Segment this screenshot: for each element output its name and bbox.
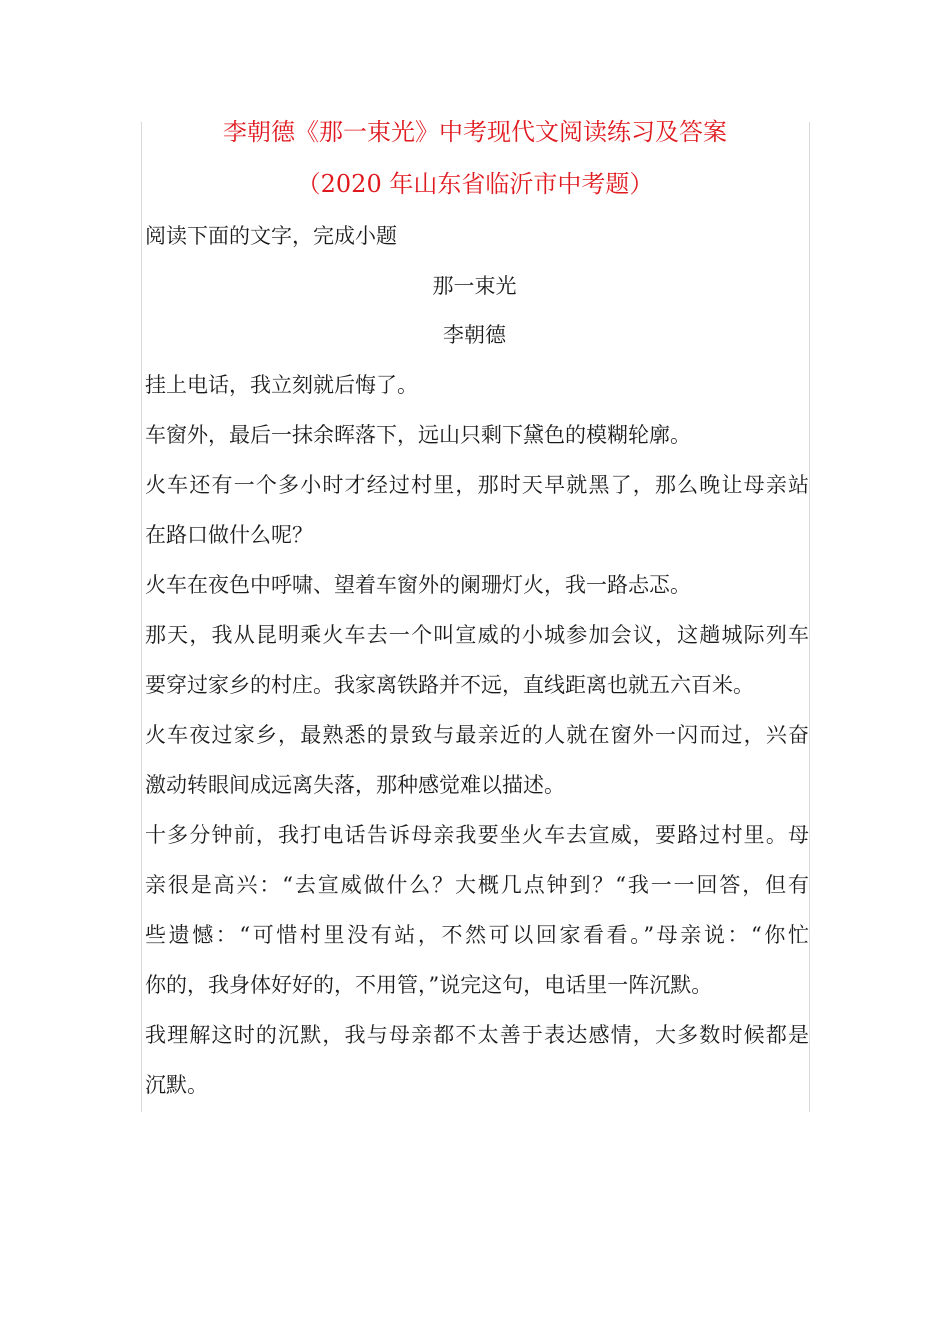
paragraph-line: 那天，我从昆明乘火车去一个叫宣威的小城参加会议，这趟城际列车 [145, 623, 809, 647]
instruction-text: 阅读下面的文字，完成小题 [145, 224, 397, 248]
paragraph-line: 十多分钟前，我打电话告诉母亲我要坐火车去宣威，要路过村里。母 [145, 823, 809, 847]
paragraph-line: 亲很是高兴：“去宣威做什么？大概几点钟到？“我一一回答，但有 [145, 873, 809, 897]
paragraph-line: 些遗憾：“可惜村里没有站，不然可以回家看看。”母亲说：“你忙 [145, 923, 809, 947]
paragraph-line: 激动转眼间成远离失落，那种感觉难以描述。 [145, 773, 565, 797]
article-author: 李朝德 [443, 323, 506, 347]
document-subtitle: （2020 年山东省临沂市中考题） [296, 170, 654, 198]
paragraph-line: 你的，我身体好好的，不用管，”说完这句，电话里一阵沉默。 [145, 973, 713, 997]
paragraph-line: 火车在夜色中呼啸、望着车窗外的阑珊灯火，我一路忐忑。 [145, 573, 691, 597]
paragraph-line: 车窗外，最后一抹余晖落下，远山只剩下黛色的模糊轮廓。 [145, 423, 691, 447]
paragraph-line: 沉默。 [145, 1073, 208, 1097]
paragraph-line: 火车夜过家乡，最熟悉的景致与最亲近的人就在窗外一闪而过，兴奋 [145, 723, 809, 747]
paragraph-line: 要穿过家乡的村庄。我家离铁路并不远，直线距离也就五六百米。 [145, 673, 754, 697]
paragraph-line: 挂上电话，我立刻就后悔了。 [145, 373, 418, 397]
paragraph-line: 在路口做什么呢？ [145, 523, 313, 547]
paragraph-line: 火车还有一个多小时才经过村里，那时天早就黑了，那么晚让母亲站 [145, 473, 809, 497]
paragraph-line: 我理解这时的沉默，我与母亲都不太善于表达感情，大多数时候都是 [145, 1023, 809, 1047]
document-title: 李朝德《那一束光》中考现代文阅读练习及答案 [223, 118, 727, 146]
article-title: 那一束光 [432, 274, 517, 298]
